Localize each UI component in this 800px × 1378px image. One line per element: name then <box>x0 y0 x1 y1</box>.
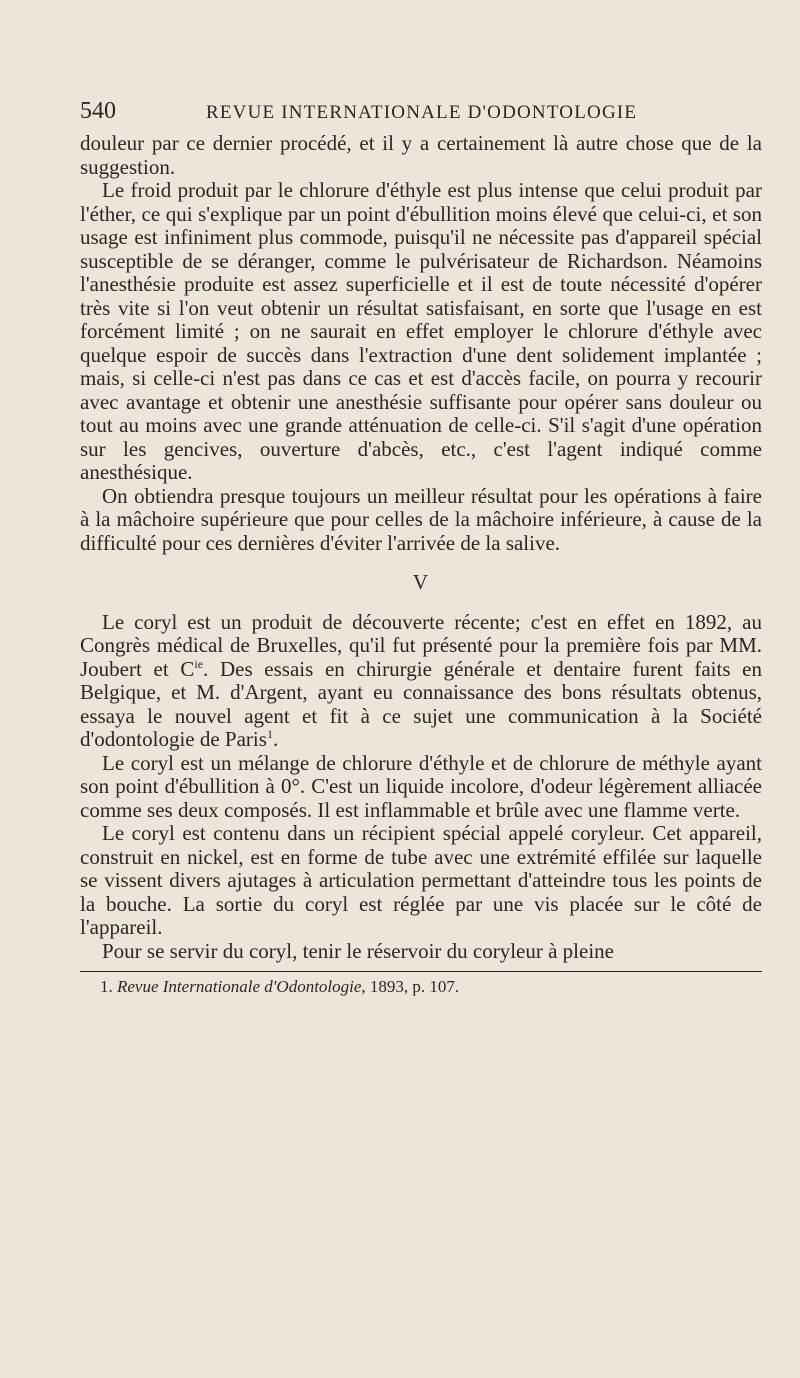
company-superscript: ie <box>194 656 204 671</box>
page-number: 540 <box>80 98 116 124</box>
footnote-divider <box>80 971 762 972</box>
footnote-reference: 1 <box>266 727 273 741</box>
paragraph-upper-jaw: On obtiendra presque toujours un meilleur résultat pour les opérations à faire à la mâchoire supérieure que pour celles de la mâchoire inférieure, à cause de la difficulté pour ces dernières d'éviter l'arrivée de la salive. <box>80 483 762 555</box>
paragraph-coryleur: Le coryl est contenu dans un récipient spécial appelé coryleur. Cet appareil, construit en nickel, est en forme de tube avec une extrémité effilée sur laquelle se vissent divers ajutages à articulation permettant d'atteindre tous les points de la bouche. La sortie du coryl est réglée par une vis placée sur le côté de l'appareil. <box>80 821 762 939</box>
footnote-details: , 1893, p. 107. <box>361 977 460 996</box>
section-heading: V <box>412 570 430 594</box>
coryl-discovery-text-b: . Des essais en chirurgie générale et dentaire furent faits en Belgique, et M. d'Argent, ayant eu connaissance des bons résultats obtenus, essaya le nouvel agent et fit à ce sujet une communication à la Société d'odontologie de Paris <box>80 656 763 751</box>
footnote-number: 1. <box>100 977 113 996</box>
paragraph-usage: Pour se servir du coryl, tenir le réservoir du coryleur à pleine <box>102 938 614 963</box>
page-body <box>80 132 762 998</box>
paragraph-ethyl-chloride: Le froid produit par le chlorure d'éthyle est plus intense que celui produit par l'éther, ce qui s'explique par un point d'ébullition moins élevé que celui-ci, et son usage est infiniment plus commode, puisqu'il ne nécessite pas d'appareil spécial susceptible de se déranger, comme le pulvérisateur de Richardson. Néamoins l'anesthésie produite est assez superficielle et il est de toute nécessité d'opérer très vite si l'on veut obtenir un résultat satisfaisant, en sorte que l'usage en est forcément limité ; on ne saurait en effet employer le chlorure d'éthyle avec quelque espoir de succès dans l'extraction d'une dent solidement implantée ; mais, si celle-ci n'est pas dans ce cas et est d'accès facile, on pourra y recourir avec avantage et obtenir une anesthésie suffisante pour opérer sans douleur ou tout au moins avec une grande atténuation de celle-ci. S'il s'agit d'une opération sur les gencives, ouverture d'abcès, etc., c'est l'agent indiqué comme anesthésique. <box>80 178 762 484</box>
coryl-discovery-end: . <box>272 727 279 751</box>
coryl-discovery-text-a: Le coryl est un produit de découverte récente; c'est en effet en 1892, au Congrès médical de Bruxelles, qu'il fut présenté pour la première fois par MM. Joubert et C <box>80 609 762 681</box>
paragraph-continued: douleur par ce dernier procédé, et il y a certainement là autre chose que de la suggestion. <box>80 131 762 179</box>
footnote <box>80 976 762 998</box>
page-header <box>80 92 762 132</box>
paragraph-coryl-discovery <box>80 611 762 752</box>
running-title: REVUE INTERNATIONALE D'ODONTOLOGIE <box>206 102 638 123</box>
paragraph-coryl-composition: Le coryl est un mélange de chlorure d'éthyle et de chlorure de méthyle ayant son point d'ébullition à 0°. C'est un liquide incolore, d'odeur légèrement alliacée comme ses deux composés. Il est inflammable et brûle avec une flamme verte. <box>80 750 762 822</box>
footnote-source: Revue Internationale d'Odontologie <box>117 977 362 996</box>
